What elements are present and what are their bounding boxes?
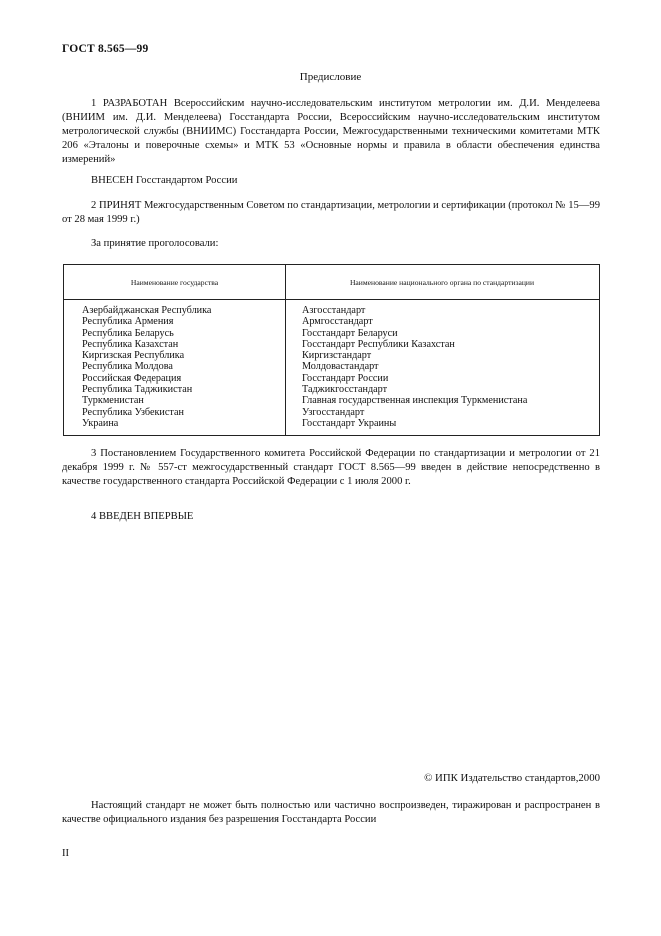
- table-cell-state: Республика Беларусь: [82, 327, 174, 339]
- voting-table: [63, 264, 600, 436]
- table-cell-body: Госстандарт России: [302, 372, 389, 384]
- table-header-body: Наименование национального органа по стандартизации: [349, 278, 535, 287]
- reproduction-notice-text: Настоящий стандарт не может быть полностью или частично воспроизведен, тиражирован и распространен в качестве официального издания без разрешения Госстандарта России: [62, 800, 600, 825]
- table-header-divider: [64, 299, 599, 300]
- copyright-notice: © ИПК Издательство стандартов,2000: [424, 772, 600, 784]
- table-cell-body: Армгосстандарт: [302, 316, 373, 328]
- table-column-divider: [285, 265, 286, 435]
- page-number: II: [62, 848, 70, 859]
- table-cell-body: Госстандарт Беларуси: [302, 327, 398, 339]
- table-cell-state: Республика Армения: [82, 316, 174, 328]
- preface-item-1: [62, 97, 600, 167]
- table-cell-body: Молдовастандарт: [302, 361, 379, 373]
- table-cell-body: Госстандарт Республики Казахстан: [302, 338, 455, 350]
- table-cell-body: Киргизстандарт: [302, 350, 372, 362]
- adopted-paragraph: 2 ПРИНЯТ Межгосударственным Советом по стандартизации, метрологии и сертификации (протокол № 15—99 от 28 мая 1999 г.): [62, 200, 600, 225]
- table-cell-state: Республика Таджикистан: [82, 384, 193, 396]
- table-cell-state: Туркменистан: [82, 395, 144, 407]
- table-cell-body: Узгосстандарт: [302, 406, 365, 418]
- voted-label: За принятие проголосовали:: [91, 238, 219, 249]
- table-cell-state: Республика Узбекистан: [82, 406, 184, 418]
- table-bodies-column: [302, 305, 527, 429]
- table-cell-body: Таджикгосстандарт: [302, 384, 388, 396]
- table-cell-state: Республика Молдова: [82, 361, 173, 373]
- introduced-by: ВНЕСЕН Госстандартом России: [91, 175, 238, 186]
- table-states-column: [82, 305, 211, 429]
- table-cell-body: Главная государственная инспекция Туркменистана: [302, 395, 528, 407]
- preface-title: Предисловие: [299, 71, 362, 83]
- first-introduced: 4 ВВЕДЕН ВПЕРВЫЕ: [91, 511, 194, 522]
- table-cell-state: Азербайджанская Республика: [82, 305, 212, 316]
- preface-item-3: [62, 447, 600, 489]
- table-cell-state: Украина: [82, 417, 119, 429]
- table-cell-state: Республика Казахстан: [82, 338, 179, 350]
- enacted-paragraph: 3 Постановлением Государственного комитета Российской Федерации по стандартизации и метрологии от 21 декабря 1999 г. № 557-ст межгосударственный стандарт ГОСТ 8.565—99 введен в действие непосредственно в качестве государственного стандарта Российской Федерации с 1 июля 2000 г.: [62, 448, 600, 487]
- document-code: ГОСТ 8.565—99: [62, 43, 149, 55]
- table-cell-state: Российская Федерация: [82, 372, 182, 384]
- table-cell-state: Киргизская Республика: [82, 350, 185, 362]
- table-cell-body: Госстандарт Украины: [302, 417, 397, 429]
- table-header-state: Наименование государства: [130, 278, 219, 287]
- table-cell-body: Азгосстандарт: [302, 305, 366, 316]
- preface-item-2: [62, 199, 600, 227]
- developed-by-paragraph: 1 РАЗРАБОТАН Всероссийским научно-исследовательским институтом метрологии им. Д.И. Менделеева (ВНИИМ им. Д.И. Менделеева) Госстандарта России, Всероссийским научно-исследовательским институтом метрологической службы (ВНИИМС) Госстандарта России, Межгосударственными техническими комитетами МТК 206 «Эталоны и поверочные схемы» и МТК 53 «Основные нормы и правила в области обеспечения единства измерений»: [62, 98, 600, 165]
- reproduction-notice: [62, 799, 600, 827]
